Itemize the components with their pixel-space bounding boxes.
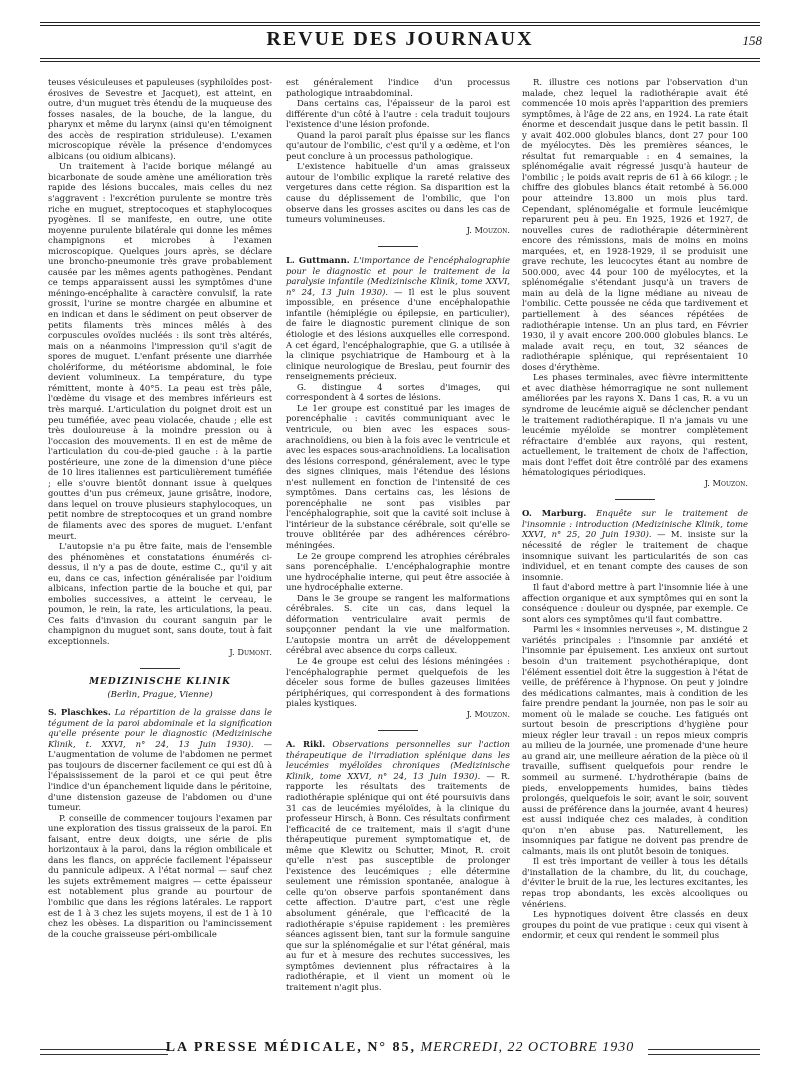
paragraph: P. conseille de commencer toujours l'examen par une exploration des tissus graisseux de la paroi. En faisant, entre deux doigts, une série de plis horizontaux à la paroi, dans la région ombilicale et dans les flancs, on apprécie facilement l'épaisseur du pannicule adipeux. A l'état normal — sauf chez les sujets extrêmement maigres — cette épaisseur est notablement plus grande au pourtour de l'ombilic que dans les régions latérales. Le rapport est de 1 à 3 chez les sujets moyens, il est de 1 à 10 chez les obèses. La disparition ou l'amincissement de la couche graisseuse péri-ombilicale xyxy=(48,812,272,939)
column-2 xyxy=(286,77,510,992)
paragraph: L'existence habituelle d'un amas graisseux autour de l'ombilic explique la rareté relative des vergetures dans cette région. Sa disparition est la cause du déplissement de l'ombilic, que l'on observe dans les grosses ascites ou dans les cas de tumeurs volumineuses. xyxy=(286,161,510,225)
paragraph: Dans certains cas, l'épaisseur de la paroi est différente d'un côté à l'autre : cela traduit toujours l'existence d'une lésion profonde. xyxy=(286,98,510,130)
paragraph: est généralement l'indice d'un processus pathologique intraabdominal. xyxy=(286,77,510,98)
header-rule-bottom-2 xyxy=(40,61,760,62)
section-divider xyxy=(140,668,180,669)
header-rule-top xyxy=(40,22,760,23)
paragraph: Le 4e groupe est celui des lésions méningées : l'encéphalographie permet quelquefois de les déceler sous forme de bulles gazeuses limitées périphériques, qui correspondent à des formations piales kystiques. xyxy=(286,655,510,709)
author-signature: J. Mouzon. xyxy=(466,224,510,235)
article-heading xyxy=(286,739,510,992)
article-author: L. Guttmann. xyxy=(286,255,350,266)
article-intro: — M. insiste sur la nécessité de régler le traitement de chaque insomnique suivant les particularités de son cas individuel, et en tenant compte des causes de son insomnie. xyxy=(522,529,748,582)
paragraph: Le 2e groupe comprend les atrophies cérébrales sans porencéphalie. L'encéphalographie montre une hydrocéphalie interne, qui peut être associée à une hydrocéphalie externe. xyxy=(286,550,510,593)
footer-journal-name: LA PRESSE MÉDICALE, xyxy=(165,1040,363,1055)
column-1 xyxy=(48,77,272,939)
footer-issue-number: N° 85, xyxy=(367,1040,417,1055)
article-title: Enquête sur le traitement de l'insomnie : introduction (Medizinische Klinik, tome XXVI, n° 25, 20 Juin 1930). xyxy=(522,508,748,540)
article-title: Observations personnelles sur l'action thérapeutique de l'irradiation splénique dans les leucémies myéloïdes chroniques (Medizinische Klinik, tome XXVI, n° 24, 13 Juin 1930). xyxy=(286,739,510,781)
paragraph: R. illustre ces notions par l'observation d'un malade, chez lequel la radiothérapie avait été commencée 10 mois après l'apparition des premiers symptômes, à l'âge de 22 ans, en 1924. La rate était énorme et descendait jusque dans le petit bassin. Il y avait 402.000 globules blancs, dont 27 pour 100 de myélocytes. Dès les premières séances, le résultat fut remarquable : en 4 semaines, la splénomégalie avait régressé jusqu'à hauteur de l'ombilic ; le poids avait repris de 61 à 66 kilogr. ; le chiffre des globules blancs était retombé à 56.000 pour atteindre 13.800 un mois plus tard. Cependant, splénomégalie et formule leucémique reparurent peu à peu. En 1925, 1926 et 1927, de nouvelles cures de radiothérapie déterminèrent encore des rémissions, mais de moins en moins marquées, et, en 1928-1929, il se produisit une grave rechute, les leucocytes étant au nombre de 500.000, avec 44 pour 100 de myélocytes, et la splénomégalie s'étendant jusqu'à un travers de main au delà de la ligne médiane au niveau de l'ombilic. Cette poussée ne céda que tardivement et partiellement à des séances répétées de radiothérapie intense. Un an plus tard, en Février 1930, il y avait encore 200.000 globules blancs. Le malade avait reçu, en tout, 32 séances de radiothérapie splénique, qui représentaient 10 doses d'érythème. xyxy=(522,77,748,372)
journal-section-subtitle: (Berlin, Prague, Vienne) xyxy=(107,689,213,700)
header-rule-bottom xyxy=(40,58,760,59)
article-author: O. Marburg. xyxy=(522,508,587,519)
paragraph: Un traitement à l'acide borique mélangé au bicarbonate de soude amène une amélioration très rapide des lésions buccales, mais celles du nez s'aggravent : l'excrétion purulente se montre très riche en muguet, streptocoques et staphylocoques pyogènes. Il se manifeste, en outre, une otite moyenne purulente bilatérale qui donne les mêmes champignons et microbes à l'examen microscopique. Quelques jours après, se déclare une broncho-pneumonie très grave probablement causée par les mêmes agents pathogènes. Pendant ce temps apparaissent aussi les symptômes d'une méningo-encéphalite à caractère convulsif, la rate grossit, l'urine se montre chargée en albumine et en indican et dans le sédiment on peut observer de petits filaments très minces mêlés à des corpuscules ovoïdes nucléés : ils sont très altérés, mais on a néanmoins l'impression qu'il s'agit de spores de muguet. L'enfant présente une diarrhée cholériforme, du météorisme abdominal, le foie devient volumineux. La température, du type rémittent, monte à 40°5. La peau est très pâle, l'œdème du visage et des membres inférieurs est très marqué. L'articulation du poignet droit est un peu tuméfiée, avec peau violacée, chaude ; elle est très douloureuse à la moindre pression ou à l'occasion des mouvements. Il en est de même de l'articulation du cou-de-pied gauche : à la partie postérieure, une zone de la dimension d'une pièce de 10 lires italiennes est particulièrement tuméfiée ; elle s'ouvre bientôt donnant issue à quelques gouttes d'un pus crémeux, jaune grisâtre, inodore, dans lequel on trouve plusieurs staphylocoques, un petit nombre de streptocoques et un grand nombre de filaments avec des spores de muguet. L'enfant meurt. xyxy=(48,161,272,541)
article-heading xyxy=(48,707,272,812)
article-author: A. Rikl. xyxy=(286,739,326,750)
author-signature: J. Mouzon. xyxy=(466,708,510,719)
paragraph: Dans le 3e groupe se rangent les malformations cérébrales. S. cite un cas, dans lequel la déformation ventriculaire avait permis de soupçonner pendant la vie une malformation. L'autopsie montra un arrêt de développement cérébral avec absence du corps calleux. xyxy=(286,592,510,656)
article-title: L'importance de l'encéphalographie pour le diagnostic et pour le traitement de la paralysie infantile (Medizinische Klinik, tome XXVI, n° 24, 13 Juin 1930). xyxy=(286,255,510,297)
section-divider xyxy=(378,730,418,731)
section-divider xyxy=(615,499,655,500)
page-title: REVUE DES JOURNAUX xyxy=(266,28,534,50)
paragraph: Le 1er groupe est constitué par les images de porencéphalie : cavités communiquant avec le ventricule, ou bien avec les espaces sous-arachnoïdiens, ou bien à la fois avec le ventricule et avec les espaces sous-arachnoïdiens. La localisation des lésions correspond, généralement, avec le type des signes cliniques, mais l'étendue des lésions n'est nullement en fonction de l'intensité de ces symptômes. Dans certains cas, les lésions de porencéphalie ne sont pas visibles par l'encéphalographie, soit que la cavité soit incluse à l'intérieur de la substance cérébrale, soit qu'elle se trouve oblitérée par des adhérences cérébro-méningées. xyxy=(286,402,510,550)
article-heading xyxy=(286,255,510,382)
paragraph: Il faut d'abord mettre à part l'insomnie liée à une affection organique et aux symptômes qui en sont la conséquence : douleur ou dyspnée, par exemple. Ce sont alors ces symptômes qu'il faut combattre. xyxy=(522,582,748,624)
header-rule-top-2 xyxy=(40,25,760,26)
paragraph: Les hypnotiques doivent être classés en deux groupes du point de vue pratique : ceux qui visent à endormir, et ceux qui rendent le sommeil plus xyxy=(522,909,748,941)
column-3 xyxy=(522,77,748,941)
article-author: S. Plaschkes. xyxy=(48,707,111,718)
page-footer xyxy=(0,1040,800,1056)
section-divider xyxy=(378,246,418,247)
paragraph: teuses vésiculeuses et papuleuses (syphiloïdes post-érosives de Sevestre et Jacquet), est atteint, en outre, d'un muguet très étendu de la muqueuse des fosses nasales, de la bouche, de la langue, du pharynx et même du larynx (ainsi qu'en témoignent des accès de respiration striduleuse). L'examen microscopique révèle la présence d'endomyces albicans (ou oidium albicans). xyxy=(48,77,272,161)
article-title: La répartition de la graisse dans le tégument de la paroi abdominale et la signification qu'elle présente pour le diagnostic (Medizinische Klinik, t. XXVI, n° 24, 13 Juin 1930). xyxy=(48,707,272,749)
footer-date: MERCREDI, 22 OCTOBRE 1930 xyxy=(420,1040,635,1055)
author-signature: J. Dumont. xyxy=(229,646,272,657)
paragraph: Il est très important de veiller à tous les détails d'installation de la chambre, du lit, du couchage, d'éviter le bruit de la rue, les lectures excitantes, les repas trop abondants, les excès alcooliques ou vénériens. xyxy=(522,856,748,909)
article-intro: — R. rapporte les résultats des traitements de radiothérapie splénique qui ont été poursuivis dans 31 cas de leucémies myéloïdes, à la clinique du professeur Hirsch, à Bonn. Ces résultats confirment l'efficacité de ce traitement, mais il s'agit d'une thérapeutique purement symptomatique et, de même que Klewitz ou Schutter, Minot, R. croit qu'elle n'est pas susceptible de prolonger l'existence des leucémiques ; elle détermine seulement une rémission spontanée, analogue à celle qu'on observe parfois spontanément dans cette affection. D'autre part, c'est une règle absolument générale, que l'efficacité de la radiothérapie s'épuise rapidement : les premières séances agissent bien, tant sur la formule sanguine que sur la splénomégalie et sur l'état général, mais au fur et à mesure des rechutes successives, les symptômes deviennent plus réfractaires à la radiothérapie, et il vient un moment où le traitement n'agit plus. xyxy=(286,770,510,992)
article-intro: — Il est le plus souvent impossible, en présence d'une encéphalopathie infantile (hémiplégie ou épilepsie, en particulier), de faire le diagnostic purement clinique de son étiologie et des lésions auxquelles elle correspond. A cet égard, l'encéphalographie, que G. a utilisée à la clinique psychiatrique de Hambourg et à la clinique neurologique de Breslau, peut fournir des renseignements précieux. xyxy=(286,286,511,382)
article-heading xyxy=(522,508,748,582)
journal-section-title: MEDIZINISCHE KLINIK xyxy=(89,677,231,688)
article-intro: — L'augmentation de volume de l'abdomen ne permet pas toujours de discerner facilement ce qui est dû à l'épaississement de la paroi et ce qui peut être l'indice d'un épanchement liquide dans le péritoine, d'une distension gazeuse de l'abdomen ou d'une tumeur. xyxy=(48,738,272,813)
page-number: 158 xyxy=(742,33,762,48)
paragraph: Les phases terminales, avec fièvre intermittente et avec diathèse hémorragique ne sont nullement améliorées par les rayons X. Dans 1 cas, R. a vu un syndrome de leucémie aiguë se déclencher pendant le traitement radiothérapique. Il n'a jamais vu une leucémie myéloïde se montrer complètement réfractaire d'emblée aux rayons, qui restent, actuellement, le traitement de choix de l'affection, mais dont l'effet doit être contrôlé par des examens hématologiques périodiques. xyxy=(522,372,748,478)
paragraph: G. distingue 4 sortes d'images, qui correspondent à 4 sortes de lésions. xyxy=(286,381,510,403)
paragraph: Quand la paroi paraît plus épaisse sur les flancs qu'autour de l'ombilic, c'est qu'il y a œdème, et l'on peut conclure à un processus pathologique. xyxy=(286,129,510,161)
author-signature: J. Mouzon. xyxy=(704,477,748,488)
paragraph: L'autopsie n'a pu être faite, mais de l'ensemble des phénomènes et constatations énumérés ci-dessus, il n'y a pas de doute, estime C., qu'il y ait eu, dans ce cas, infection généralisée par l'oidium albicans, infection partie de la bouche et qui, par embolies successives, a atteint le cerveau, le poumon, le rein, la rate, les articulations, la peau. Ces faits d'invasion du courant sanguin par le champignon du muguet sont, sans doute, tout à fait exceptionnels. xyxy=(48,541,272,646)
paragraph: Parmi les « insomnies nerveuses », M. distingue 2 variétés principales : l'insomnie par anxiété et l'insomnie par épuisement. Les anxieux ont surtout besoin d'un traitement psychothérapique, dont l'élément essentiel doit être la suggestion à l'état de veille, de préférence à l'hypnose. On peut y joindre des médications calmantes, mais à condition de les faire prendre pendant la journée, non pas le soir au moment où le malade se couche. Les fatigués ont surtout besoin de prescriptions d'hygiène pour mieux régler leur travail : un repos mieux compris au milieu de la journée, une promenade d'une heure au grand air, une meilleure aération de la pièce où il travaille, suffisent quelquefois pour rendre le sommeil au surmené. L'hydrothérapie (bains de pieds, enveloppements humides, bains tièdes prolongés, quelquefois le soir, avant le soir, souvent aussi de préférence dans la journée, avant 4 heures) est aussi indiquée chez ces malades, à condition qu'on n'en abuse pas. Naturellement, les insomniques par fatigue ne doivent pas prendre de calmants, mais ils ont plutôt besoin de toniques. xyxy=(522,624,748,856)
